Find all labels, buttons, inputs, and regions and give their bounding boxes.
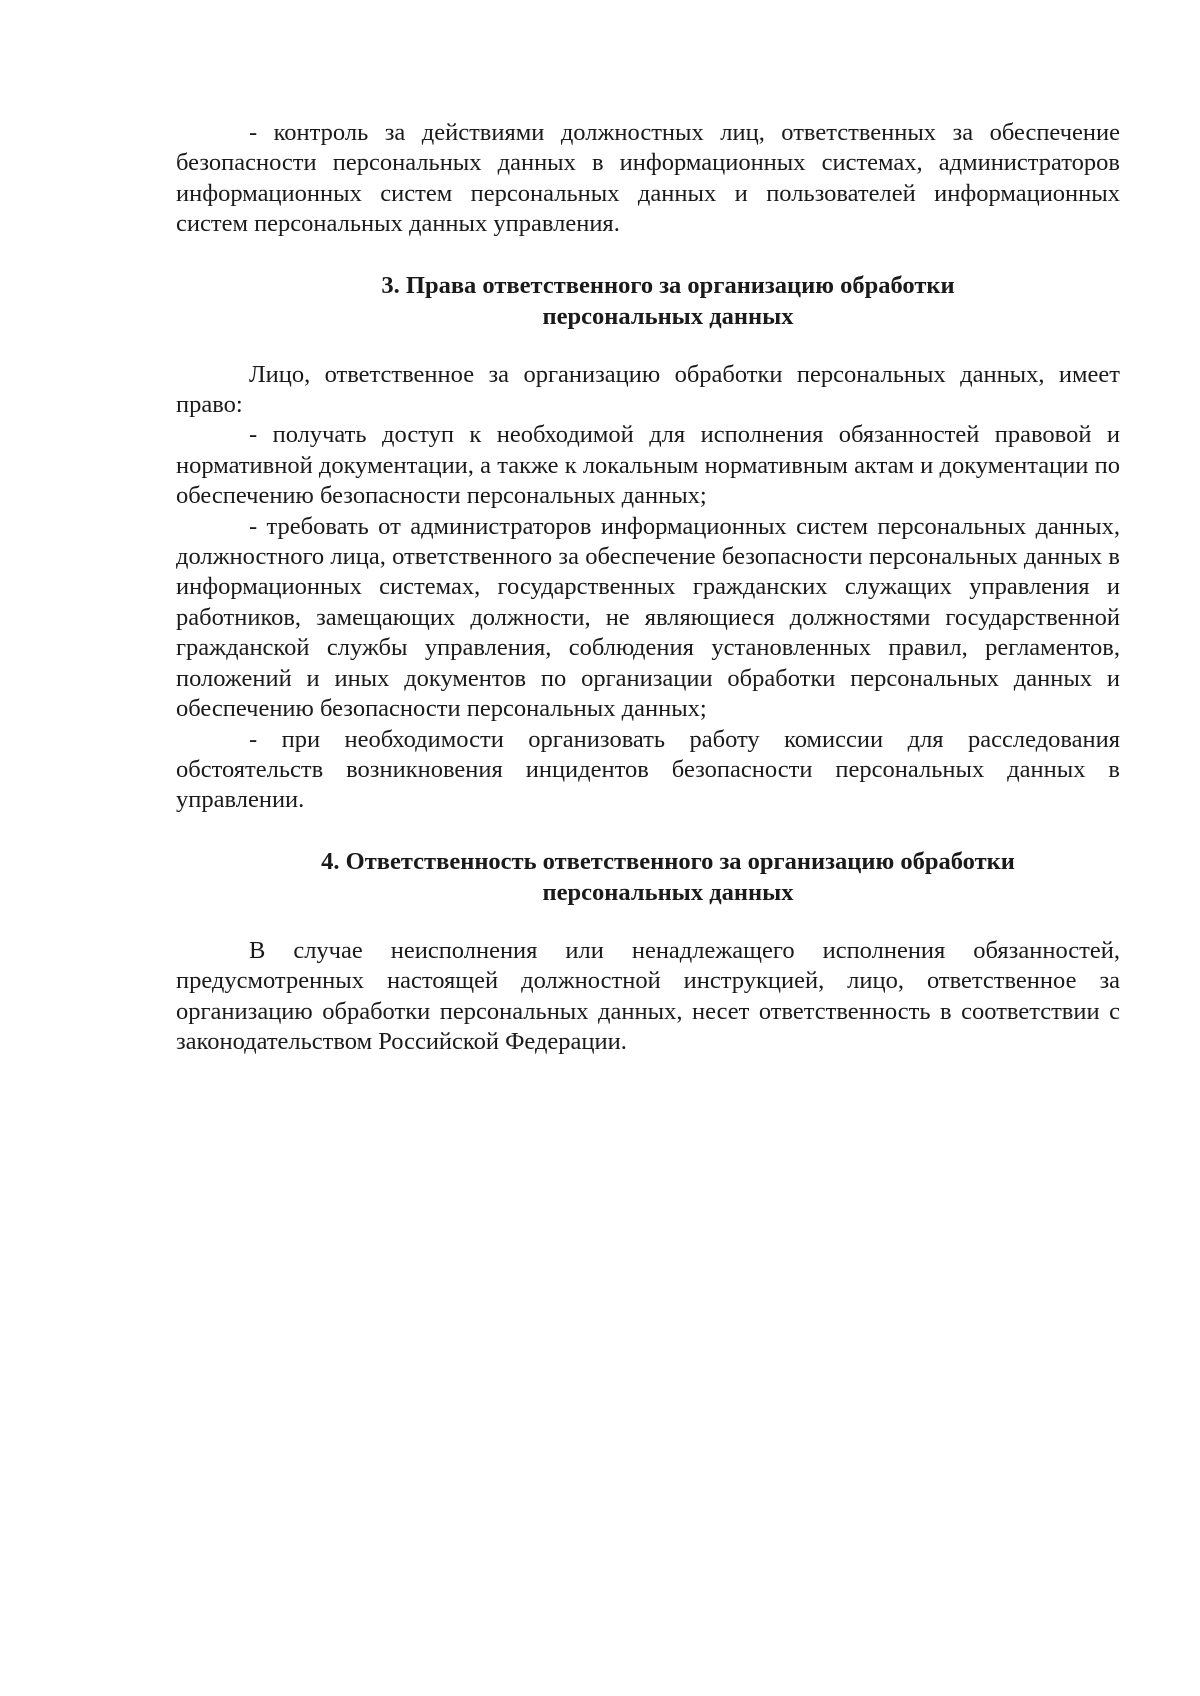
paragraph-control: - контроль за действиями должностных лиц, ответственных за обеспечение безопасности персональных данных в информационных системах, администраторов информационных систем персональных данных и пользователей информационных систем персональных данных управления. [176, 119, 1120, 238]
section-3-heading [176, 270, 1120, 332]
paragraph-liability: В случае неисполнения или ненадлежащего исполнения обязанностей, предусмотренных настоящей должностной инструкцией, лицо, ответственное за организацию обработки персональных данных, несет ответственность в соответствии с законодательством Российской Федерации. [176, 936, 1120, 1055]
section-4-content [176, 936, 1120, 1058]
section-4-title-line2: персональных данных [542, 878, 794, 906]
section-3-content [176, 360, 1120, 816]
document-body [176, 118, 1120, 1057]
section-4-title-line1: 4. Ответственность ответственного за организацию обработки [321, 847, 1015, 875]
section-3-title-line2: персональных данных [542, 302, 794, 330]
paragraph-right-require: - требовать от администраторов информационных систем персональных данных, должностного лица, ответственного за обеспечение безопасности персональных данных в информационных системах, государственных гражданских служащих управления и работников, замещающих должности, не являющиеся должностями государственной гражданской службы управления, соблюдения установленных правил, регламентов, положений и иных документов по организации обработки персональных данных и обеспечению безопасности персональных данных; [176, 512, 1120, 723]
section-3-title-line1: 3. Права ответственного за организацию обработки [381, 271, 955, 299]
paragraph-rights-intro: Лицо, ответственное за организацию обработки персональных данных, имеет право: [176, 360, 1120, 419]
paragraph-right-access: - получать доступ к необходимой для исполнения обязанностей правовой и нормативной документации, а также к локальным нормативным актам и документации по обеспечению безопасности персональных данных; [176, 421, 1120, 510]
paragraph-right-commission: - при необходимости организовать работу комиссии для расследования обстоятельств возникновения инцидентов безопасности персональных данных в управлении. [176, 725, 1120, 814]
section-4-heading [176, 846, 1120, 908]
